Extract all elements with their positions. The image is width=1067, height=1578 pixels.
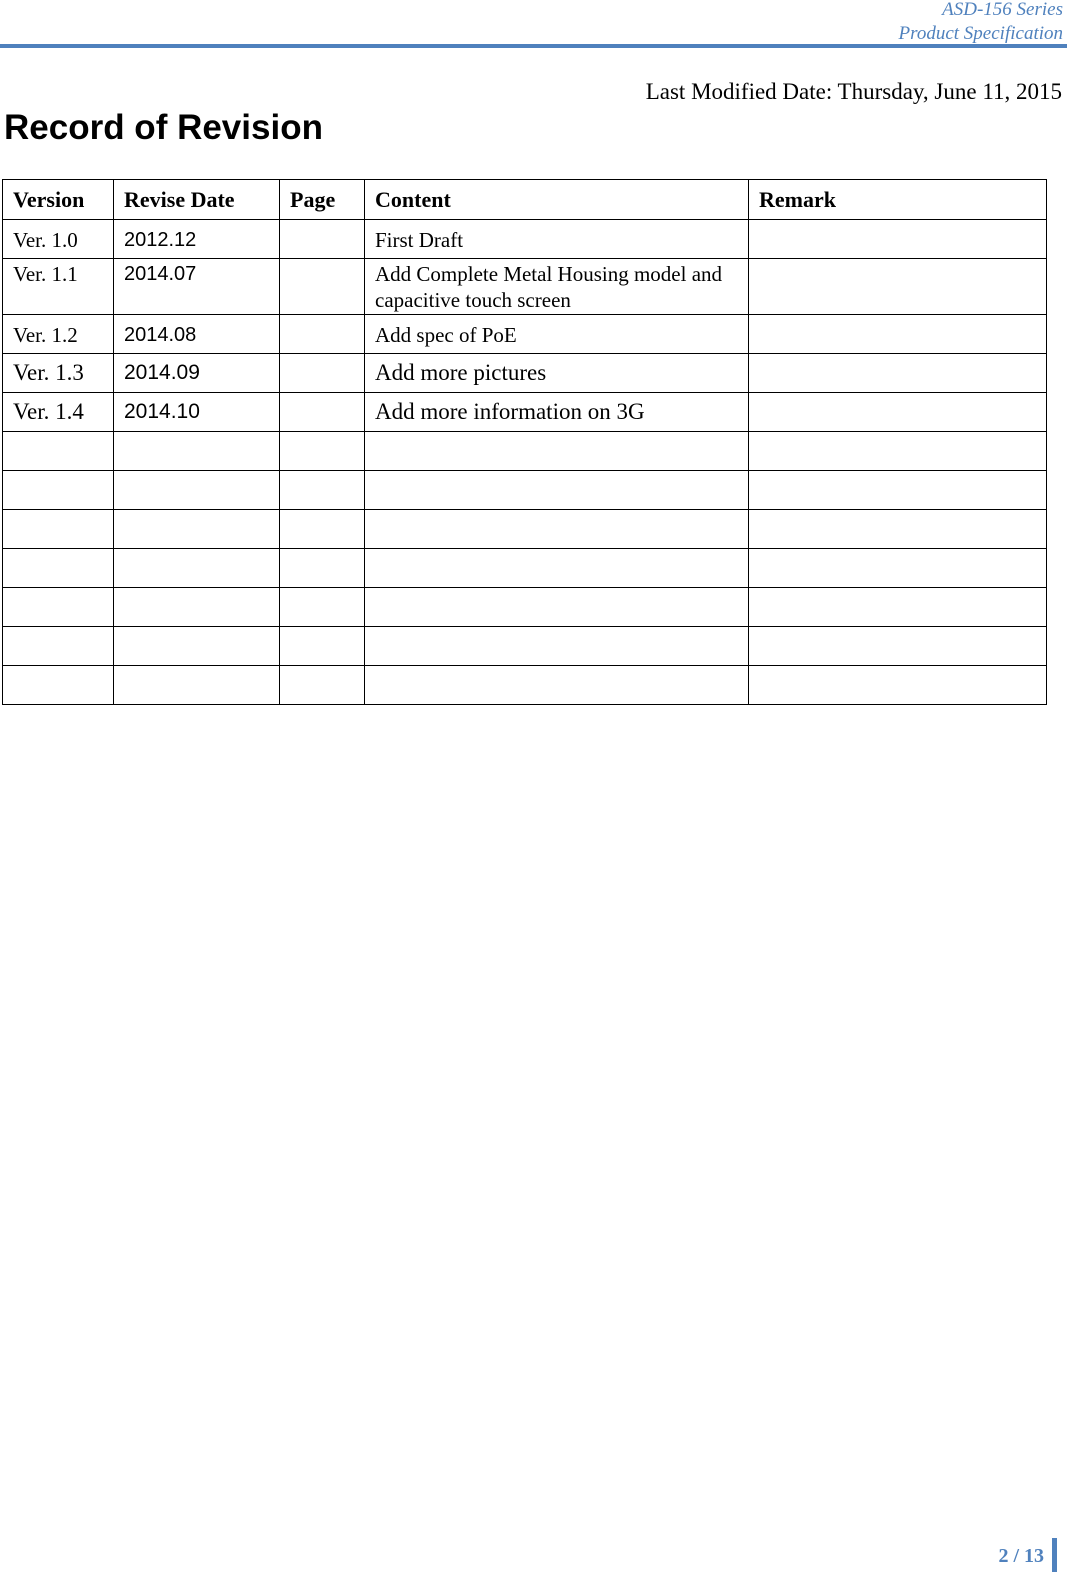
revision-table (2, 179, 1047, 705)
cell-remark (749, 259, 1047, 315)
cell-page (280, 627, 365, 666)
cell-page (280, 471, 365, 510)
cell-version: Ver. 1.2 (3, 315, 114, 354)
table-row-empty (3, 627, 1047, 666)
cell-page (280, 666, 365, 705)
cell-version: Ver. 1.0 (3, 220, 114, 259)
cell-content: Add more information on 3G (365, 393, 749, 432)
cell-version (3, 549, 114, 588)
cell-page (280, 220, 365, 259)
cell-version (3, 432, 114, 471)
footer-accent-bar (1052, 1538, 1057, 1572)
column-header-remark: Remark (749, 180, 1047, 220)
header-divider (0, 44, 1067, 48)
cell-content (365, 549, 749, 588)
cell-remark (749, 432, 1047, 471)
page-number: 2 / 13 (998, 1545, 1044, 1567)
cell-remark (749, 588, 1047, 627)
cell-content (365, 510, 749, 549)
cell-remark (749, 549, 1047, 588)
table-row (3, 393, 1047, 432)
cell-revise-date (114, 666, 280, 705)
cell-content (365, 432, 749, 471)
cell-remark (749, 393, 1047, 432)
cell-remark (749, 354, 1047, 393)
cell-revise-date (114, 549, 280, 588)
header-doc-type: Product Specification (898, 23, 1063, 44)
cell-version (3, 627, 114, 666)
cell-revise-date (114, 627, 280, 666)
cell-content: Add Complete Metal Housing model and capacitive touch screen (365, 259, 749, 315)
cell-page (280, 432, 365, 471)
cell-content (365, 627, 749, 666)
table-row-empty (3, 588, 1047, 627)
cell-revise-date (114, 588, 280, 627)
table-row-empty (3, 510, 1047, 549)
cell-revise-date: 2014.08 (114, 315, 280, 354)
cell-revise-date (114, 432, 280, 471)
page-footer (998, 1538, 1057, 1572)
cell-content (365, 588, 749, 627)
table-row (3, 220, 1047, 259)
cell-version: Ver. 1.4 (3, 393, 114, 432)
cell-page (280, 393, 365, 432)
cell-version (3, 666, 114, 705)
cell-revise-date (114, 471, 280, 510)
table-row-empty (3, 432, 1047, 471)
cell-content (365, 666, 749, 705)
cell-revise-date: 2014.07 (114, 259, 280, 315)
cell-page (280, 315, 365, 354)
cell-version: Ver. 1.1 (3, 259, 114, 315)
cell-content: First Draft (365, 220, 749, 259)
cell-revise-date: 2014.10 (114, 393, 280, 432)
table-row (3, 259, 1047, 315)
cell-remark (749, 220, 1047, 259)
table-row-empty (3, 471, 1047, 510)
table-header-row (3, 180, 1047, 220)
cell-page (280, 588, 365, 627)
header-series: ASD-156 Series (942, 0, 1063, 20)
table-row (3, 354, 1047, 393)
last-modified-date: Last Modified Date: Thursday, June 11, 2015 (645, 79, 1062, 104)
cell-page (280, 549, 365, 588)
cell-content (365, 471, 749, 510)
cell-content: Add more pictures (365, 354, 749, 393)
column-header-revise-date: Revise Date (114, 180, 280, 220)
cell-version: Ver. 1.3 (3, 354, 114, 393)
cell-remark (749, 627, 1047, 666)
cell-page (280, 510, 365, 549)
cell-revise-date (114, 510, 280, 549)
cell-revise-date: 2012.12 (114, 220, 280, 259)
table-row-empty (3, 549, 1047, 588)
cell-page (280, 259, 365, 315)
cell-content: Add spec of PoE (365, 315, 749, 354)
cell-remark (749, 471, 1047, 510)
cell-version (3, 588, 114, 627)
cell-version (3, 510, 114, 549)
column-header-version: Version (3, 180, 114, 220)
cell-remark (749, 510, 1047, 549)
page-header (899, 0, 1063, 46)
page-title: Record of Revision (4, 108, 323, 147)
cell-version (3, 471, 114, 510)
column-header-content: Content (365, 180, 749, 220)
cell-page (280, 354, 365, 393)
table-row-empty (3, 666, 1047, 705)
cell-remark (749, 315, 1047, 354)
column-header-page: Page (280, 180, 365, 220)
cell-revise-date: 2014.09 (114, 354, 280, 393)
cell-remark (749, 666, 1047, 705)
table-row (3, 315, 1047, 354)
